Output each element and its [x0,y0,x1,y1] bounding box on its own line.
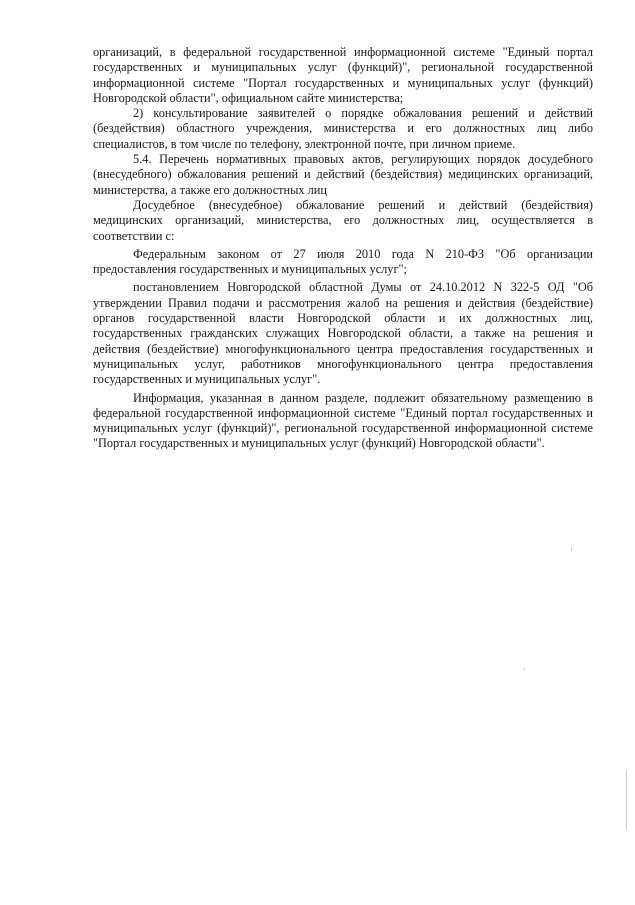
paragraph-continuation: организаций, в федеральной государственной информационной системе "Единый портал государственных и муниципальных услуг (функций)", региональной государственной информационной системе "Портал государственных и муниципальных услуг (функций) Новгородской области", официальном сайте министерства; [93,45,593,105]
paragraph-section-heading: 5.4. Перечень нормативных правовых актов, регулирующих порядок досудебного (внесудебного) обжалования решений и действий (бездействия) медицинских организаций, министерства, а также его должностных лиц [93,152,593,197]
paragraph-item-2: 2) консультирование заявителей о порядке обжалования решений и действий (бездействия) областного учреждения, министерства и его должностных лиц либо специалистов, в том числе по телефону, электронной почте, при личном приеме. [93,106,593,151]
scan-artifact-mark [524,668,525,670]
scan-artifact-mark [571,548,572,551]
document-body [93,45,593,452]
paragraph-regional-resolution: постановлением Новгородской областной Думы от 24.10.2012 N 322-5 ОД "Об утверждении Правил подачи и рассмотрения жалоб на решения и действия (бездействие) органов государственной власти Новгородской области и их должностных лиц, государственных гражданских служащих Новгородской области, а также на решения и действия (бездействие) многофункционального центра предоставления государственных и муниципальных услуг, работников многофункционального центра предоставления государственных и муниципальных услуг". [93,280,593,387]
scan-artifact-mark [626,770,627,830]
paragraph-information-placement: Информация, указанная в данном разделе, подлежит обязательному размещению в федеральной государственной информационной системе "Единый портал государственных и муниципальных услуг (функций)", региональной государственной информационной системе "Портал государственных и муниципальных услуг (функций) Новгородской области". [93,390,593,451]
paragraph-federal-law: Федеральным законом от 27 июля 2010 года N 210-ФЗ "Об организации предоставления государственных и муниципальных услуг"; [93,246,593,277]
paragraph-appeal-basis: Досудебное (внесудебное) обжалование решений и действий (бездействия) медицинских организаций, министерства, его должностных лиц, осуществляется в соответствии с: [93,197,593,243]
